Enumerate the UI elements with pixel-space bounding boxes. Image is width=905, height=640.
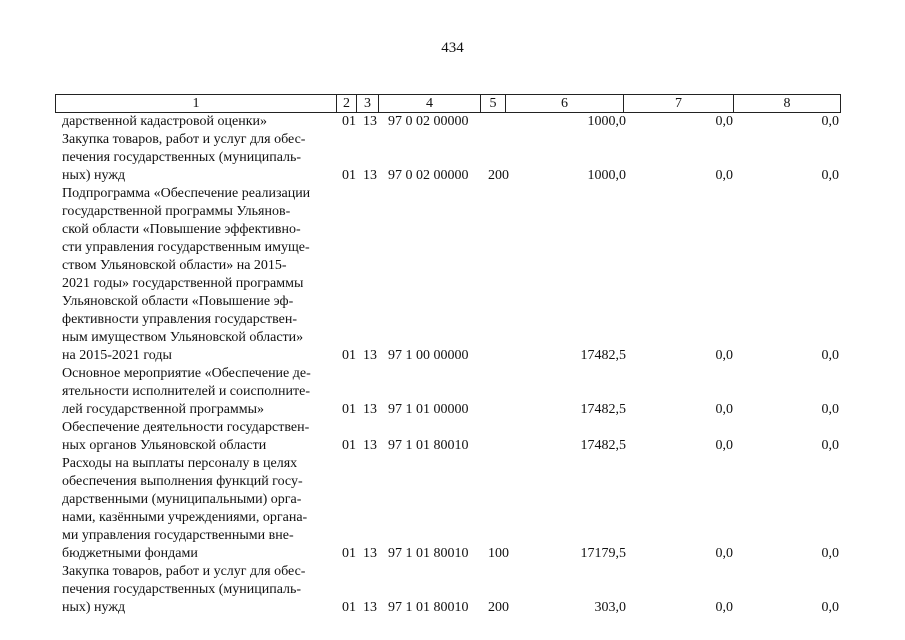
target-article-code: 97 0 02 00000 (388, 168, 469, 183)
section-code: 01 (342, 600, 356, 615)
target-article-code: 97 1 00 00000 (388, 348, 469, 363)
description-line: сти управления государственным имуще- (62, 240, 310, 255)
subsection-code: 13 (363, 348, 377, 363)
amount-year-3: 0,0 (821, 546, 839, 561)
description-line: ской области «Повышение эффективно- (62, 222, 301, 237)
target-article-code: 97 1 01 80010 (388, 438, 469, 453)
subsection-code: 13 (363, 546, 377, 561)
amount-year-2: 0,0 (715, 114, 733, 129)
amount-year-1: 17482,5 (580, 438, 626, 453)
description-line: 2021 годы» государственной программы (62, 276, 304, 291)
description-line: лей государственной программы» (62, 402, 265, 417)
description-line: ством Ульяновской области» на 2015- (62, 258, 287, 273)
description-line: бюджетными фондами (62, 546, 198, 561)
amount-year-2: 0,0 (715, 168, 733, 183)
description-line: Подпрограмма «Обеспечение реализации (62, 186, 311, 201)
description-line: государственной программы Ульянов- (62, 204, 291, 219)
column-header-6: 6 (506, 95, 624, 113)
table-row (0, 563, 905, 617)
section-code: 01 (342, 348, 356, 363)
description-line: дарственными (муниципальными) орга- (62, 492, 302, 507)
column-header-4: 4 (379, 95, 481, 113)
expense-type-code: 200 (488, 168, 509, 183)
description-line: ных органов Ульяновской области (62, 438, 267, 453)
target-article-code: 97 1 01 80010 (388, 600, 469, 615)
column-header-5: 5 (481, 95, 506, 113)
page-number: 434 (441, 40, 464, 56)
description-line: ми управления государственными вне- (62, 528, 294, 543)
amount-year-2: 0,0 (715, 438, 733, 453)
amount-year-2: 0,0 (715, 402, 733, 417)
amount-year-1: 17179,5 (580, 546, 626, 561)
amount-year-1: 17482,5 (580, 348, 626, 363)
amount-year-3: 0,0 (821, 348, 839, 363)
table-row (0, 365, 905, 419)
column-header-7: 7 (624, 95, 734, 113)
description-line: фективности управления государствен- (62, 312, 297, 327)
section-code: 01 (342, 438, 356, 453)
description-line: Закупка товаров, работ и услуг для обес- (62, 564, 306, 579)
amount-year-1: 303,0 (594, 600, 626, 615)
description-line: Ульяновской области «Повышение эф- (62, 294, 294, 309)
table-body (0, 113, 905, 617)
row-description (62, 113, 334, 131)
amount-year-3: 0,0 (821, 402, 839, 417)
row-description (62, 365, 334, 419)
description-line: ным имуществом Ульяновской области» (62, 330, 304, 345)
description-line: печения государственных (муниципаль- (62, 150, 302, 165)
section-code: 01 (342, 546, 356, 561)
row-description (62, 455, 334, 563)
description-line: ных) нужд (62, 168, 126, 183)
target-article-code: 97 1 01 00000 (388, 402, 469, 417)
description-line: Обеспечение деятельности государствен- (62, 420, 310, 435)
description-line: обеспечения выполнения функций госу- (62, 474, 303, 489)
column-header-table (55, 94, 841, 113)
amount-year-3: 0,0 (821, 438, 839, 453)
description-line: печения государственных (муниципаль- (62, 582, 302, 597)
subsection-code: 13 (363, 438, 377, 453)
row-description (62, 185, 334, 365)
table-row (0, 455, 905, 563)
amount-year-3: 0,0 (821, 600, 839, 615)
amount-year-2: 0,0 (715, 348, 733, 363)
expense-type-code: 200 (488, 600, 509, 615)
table-row (0, 185, 905, 365)
section-code: 01 (342, 114, 356, 129)
target-article-code: 97 0 02 00000 (388, 114, 469, 129)
subsection-code: 13 (363, 600, 377, 615)
row-description (62, 419, 334, 455)
subsection-code: 13 (363, 402, 377, 417)
amount-year-1: 17482,5 (580, 402, 626, 417)
section-code: 01 (342, 168, 356, 183)
description-line: ятельности исполнителей и соисполните- (62, 384, 311, 399)
description-line: на 2015-2021 годы (62, 348, 172, 363)
table-row (0, 113, 905, 131)
description-line: Расходы на выплаты персоналу в целях (62, 456, 298, 471)
description-line: дарственной кадастровой оценки» (62, 114, 268, 129)
row-description (62, 563, 334, 617)
table-row (0, 419, 905, 455)
subsection-code: 13 (363, 114, 377, 129)
amount-year-2: 0,0 (715, 600, 733, 615)
column-header-2: 2 (337, 95, 357, 113)
target-article-code: 97 1 01 80010 (388, 546, 469, 561)
amount-year-3: 0,0 (821, 114, 839, 129)
amount-year-2: 0,0 (715, 546, 733, 561)
amount-year-1: 1000,0 (587, 168, 626, 183)
subsection-code: 13 (363, 168, 377, 183)
column-header-8: 8 (734, 95, 841, 113)
row-description (62, 131, 334, 185)
amount-year-1: 1000,0 (587, 114, 626, 129)
column-header-row (56, 95, 841, 113)
description-line: Закупка товаров, работ и услуг для обес- (62, 132, 306, 147)
description-line: ных) нужд (62, 600, 126, 615)
expense-type-code: 100 (488, 546, 509, 561)
table-row (0, 131, 905, 185)
description-line: нами, казёнными учреждениями, органа- (62, 510, 308, 525)
section-code: 01 (342, 402, 356, 417)
amount-year-3: 0,0 (821, 168, 839, 183)
column-header-3: 3 (357, 95, 379, 113)
column-header-1: 1 (56, 95, 337, 113)
description-line: Основное мероприятие «Обеспечение де- (62, 366, 311, 381)
